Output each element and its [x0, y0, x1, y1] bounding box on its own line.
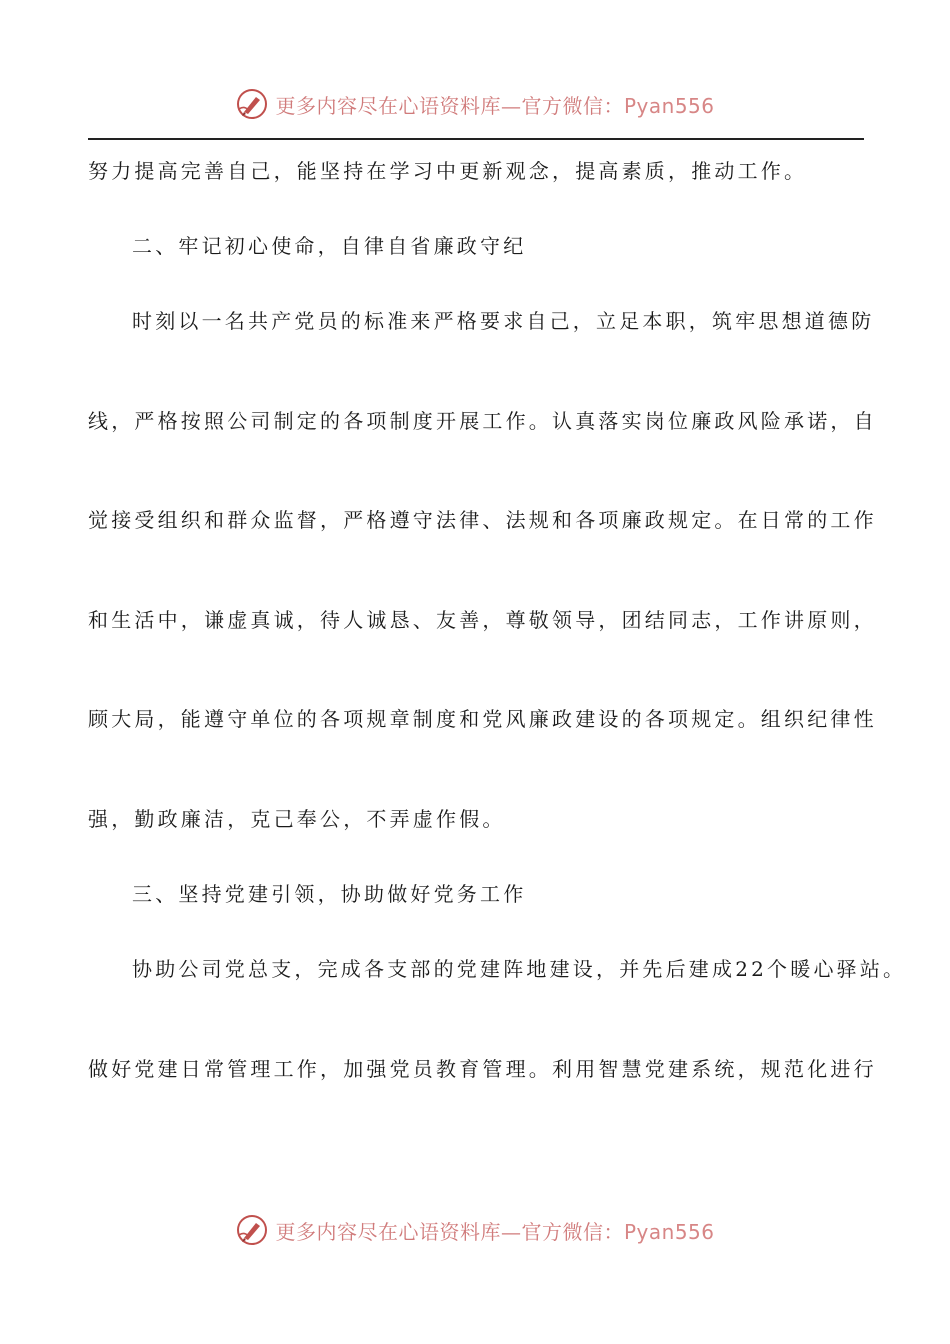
header-banner: [0, 82, 950, 126]
footer-banner: [0, 1208, 950, 1252]
section-heading: 三、坚持党建引领，协助做好党务工作: [132, 882, 527, 906]
body-line: 做好党建日常管理工作，加强党员教育管理。利用智慧党建系统，规范化进行: [88, 1057, 877, 1081]
body-line: 时刻以一名共产党员的标准来严格要求自己，立足本职，筑牢思想道德防: [132, 309, 875, 333]
body-line: 觉接受组织和群众监督，严格遵守法律、法规和各项廉政规定。在日常的工作: [88, 508, 877, 532]
body-line: 协助公司党总支，完成各支部的党建阵地建设，并先后建成22个暖心驿站。: [132, 957, 907, 981]
banner-wechat-id: Pyan556: [623, 1219, 715, 1244]
section-heading: 二、牢记初心使命，自律自省廉政守纪: [132, 234, 527, 258]
header-divider: [88, 138, 864, 140]
banner-text-cn: 更多内容尽在心语资料库—官方微信：: [275, 1219, 624, 1244]
banner-text: [275, 1216, 714, 1245]
body-line: 努力提高完善自己，能坚持在学习中更新观念，提高素质，推动工作。: [88, 159, 808, 183]
pen-nib-icon: [235, 1213, 269, 1247]
body-line: 和生活中，谦虚真诚，待人诚恳、友善，尊敬领导，团结同志，工作讲原则，: [88, 608, 877, 632]
pen-nib-icon: [235, 87, 269, 121]
banner-wechat-id: Pyan556: [623, 93, 715, 118]
body-line: 强，勤政廉洁，克己奉公，不弄虚作假。: [88, 807, 506, 831]
banner-text-cn: 更多内容尽在心语资料库—官方微信：: [275, 93, 624, 118]
body-line: 顾大局，能遵守单位的各项规章制度和党风廉政建设的各项规定。组织纪律性: [88, 707, 877, 731]
body-line: 线，严格按照公司制定的各项制度开展工作。认真落实岗位廉政风险承诺，自: [88, 409, 877, 433]
banner-text: [275, 90, 714, 119]
